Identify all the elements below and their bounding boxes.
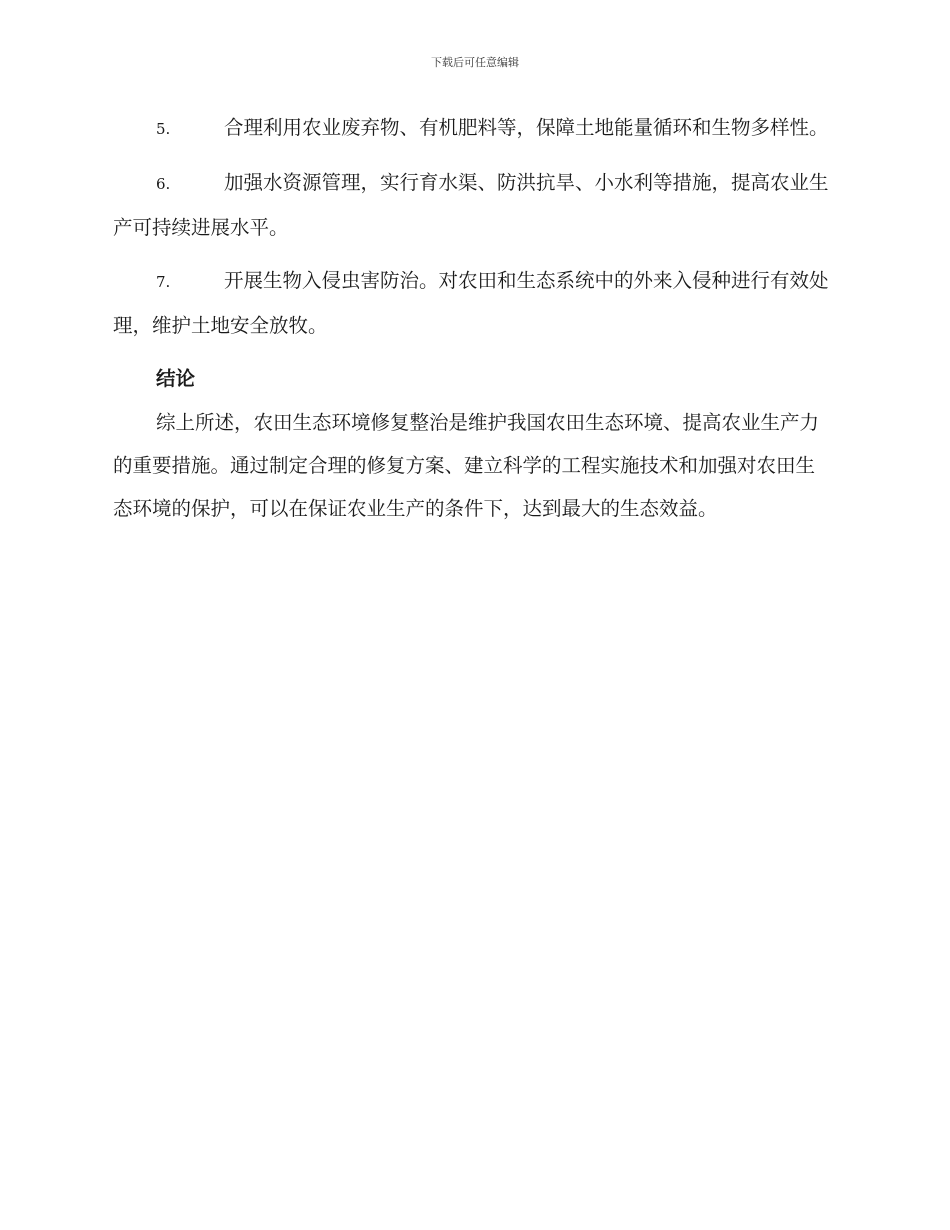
list-item-text: 加强水资源管理，实行育水渠、防洪抗旱、小水利等措施，提高农业生产可持续进展水平。: [113, 171, 829, 239]
list-item: [113, 161, 831, 249]
list-item-text: 合理利用农业废弃物、有机肥料等，保障土地能量循环和生物多样性。: [224, 116, 829, 139]
document-body: [113, 106, 831, 530]
list-item-number: 7.: [156, 273, 171, 291]
header-note: 下载后可任意编辑: [431, 56, 519, 69]
conclusion-paragraph: 综上所述，农田生态环境修复整治是维护我国农田生态环境、提高农业生产力的重要措施。通过制定合理的修复方案、建立科学的工程实施技术和加强对农田生态环境的保护，可以在保证农业生产的条件下，达到最大的生态效益。: [113, 411, 820, 520]
list-item-number: 6.: [156, 175, 171, 193]
section-heading: 结论: [156, 367, 196, 390]
list-item-number: 5.: [156, 120, 171, 138]
list-item-text: 开展生物入侵虫害防治。对农田和生态系统中的外来入侵种进行有效处理，维护土地安全放牧。: [113, 269, 829, 337]
list-item: [113, 259, 831, 347]
list-item: [113, 106, 831, 151]
